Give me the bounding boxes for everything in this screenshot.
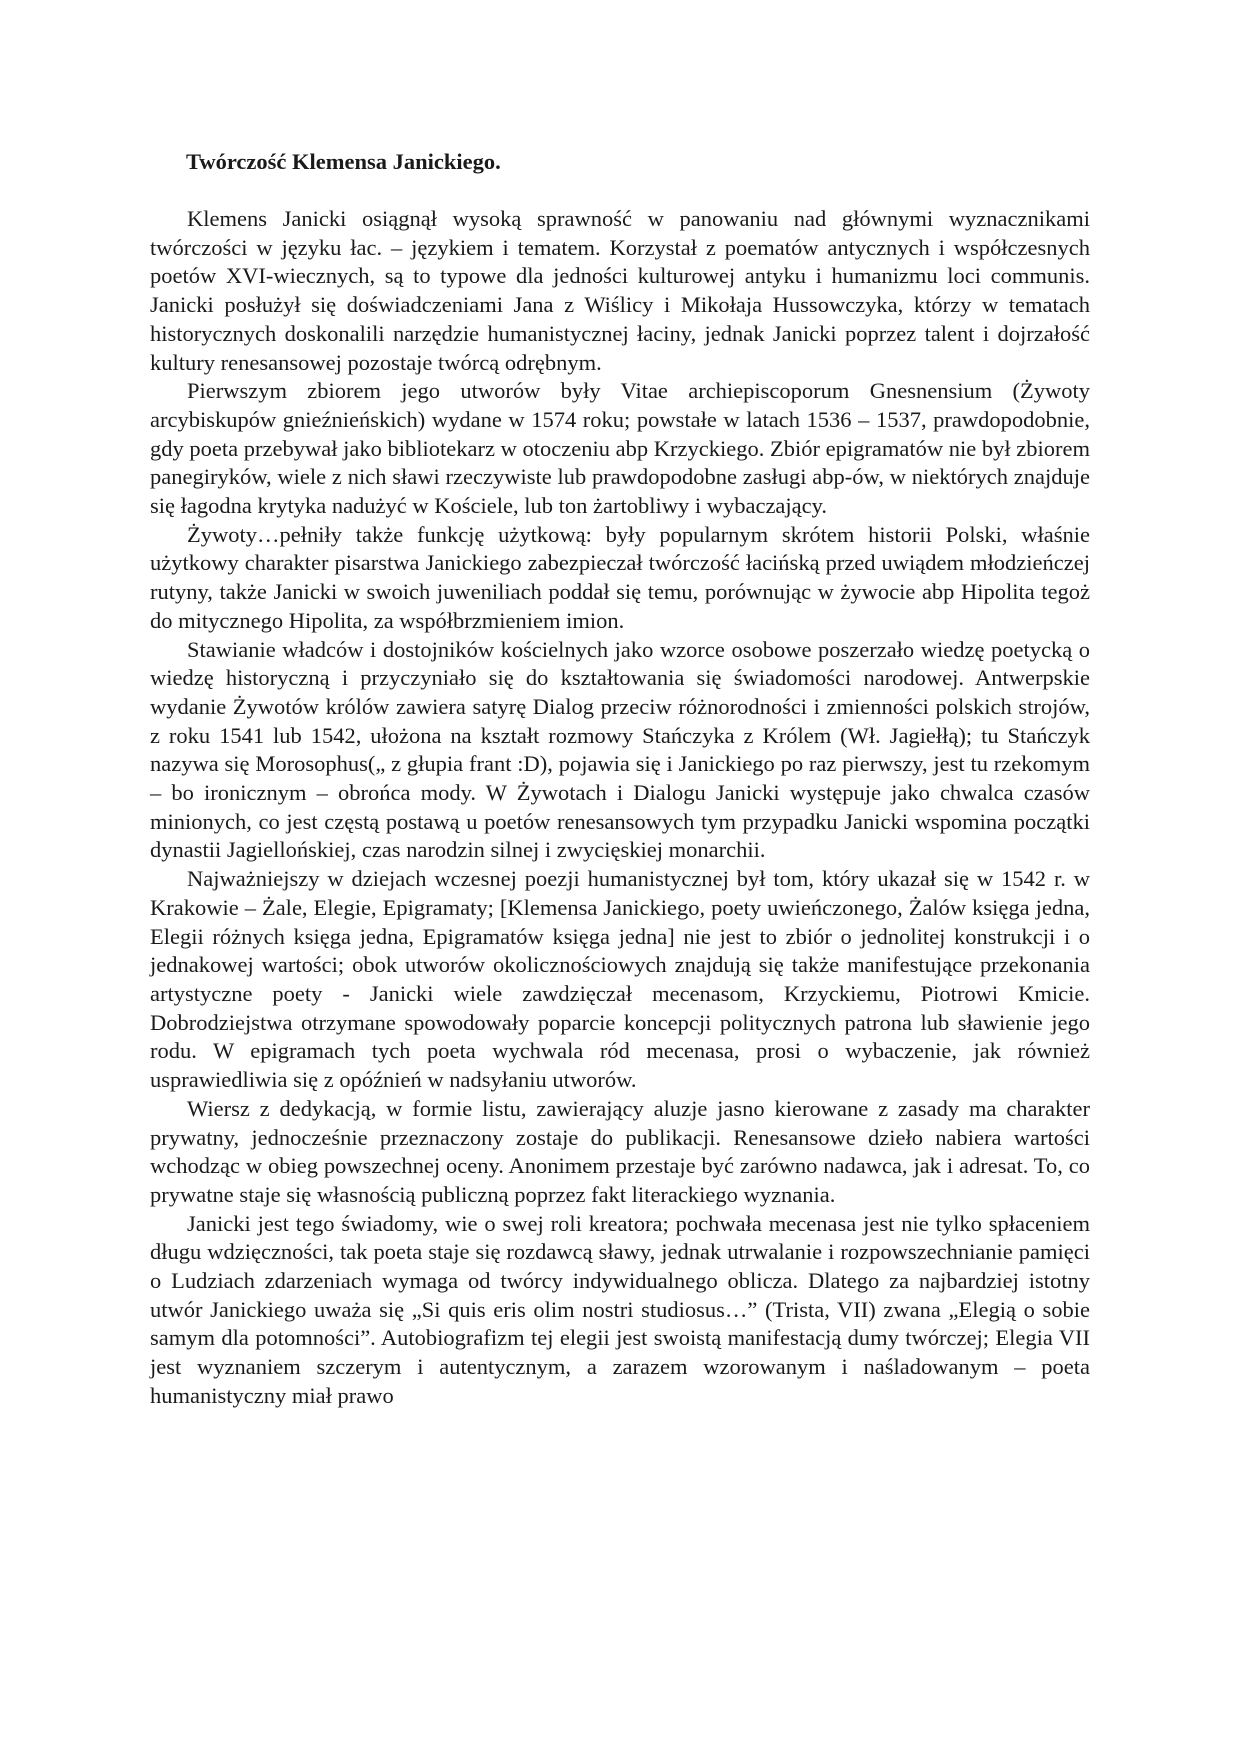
paragraph: Stawianie władców i dostojników kościelnych jako wzorce osobowe poszerzało wiedzę poetycką o wiedzę historyczną i przyczyniało się do kształtowania się świadomości narodowej. Antwerpskie wydanie Żywotów królów zawiera satyrę Dialog przeciw różnorodności i zmienności polskich strojów, z roku 1541 lub 1542, ułożona na kształt rozmowy Stańczyka z Królem (Wł. Jagiełłą); tu Stańczyk nazywa się Morosophus(„ z głupia frant :D), pojawia się i Janickiego po raz pierwszy, jest tu rzekomym – bo ironicznym – obrońca mody. W Żywotach i Dialogu Janicki występuje jako chwalca czasów minionych, co jest częstą postawą u poetów renesansowych tym przypadku Janicki wspomina początki dynastii Jagiellońskiej, czas narodzin silnej i zwycięskiej monarchii.: [150, 636, 1090, 863]
document-title: Twórczość Klemensa Janickiego.: [186, 149, 501, 174]
paragraph: Żywoty…pełniły także funkcję użytkową: były popularnym skrótem historii Polski, właśnie użytkowy charakter pisarstwa Janickiego zabezpieczał twórczość łacińską przed uwiądem młodzieńczej rutyny, także Janicki w swoich juweniliach poddał się temu, porównując w żywocie abp Hipolita tegoż do mitycznego Hipolita, za współbrzmieniem imion.: [150, 521, 1090, 633]
paragraph: Klemens Janicki osiągnął wysoką sprawność w panowaniu nad głównymi wyznacznikami twórczości w języku łac. – językiem i tematem. Korzystał z poematów antycznych i współczesnych poetów XVI-wiecznych, są to typowe dla jedności kulturowej antyku i humanizmu loci communis. Janicki posłużył się doświadczeniami Jana z Wiślicy i Mikołaja Hussowczyka, którzy w tematach historycznych doskonalili narzędzie humanistycznej łaciny, jednak Janicki poprzez talent i dojrzałość kultury renesansowej pozostaje twórcą odrębnym.: [150, 206, 1090, 375]
paragraph: Wiersz z dedykacją, w formie listu, zawierający aluzje jasno kierowane z zasady ma charakter prywatny, jednocześnie przeznaczony zostaje do publikacji. Renesansowe dzieło nabiera wartości wchodząc w obieg powszechnej oceny. Anonimem przestaje być zarówno nadawca, jak i adresat. To, co prywatne staje się własnością publiczną poprzez fakt literackiego wyznania.: [150, 1095, 1090, 1207]
paragraph: Najważniejszy w dziejach wczesnej poezji humanistycznej był tom, który ukazał się w 1542 r. w Krakowie – Żale, Elegie, Epigramaty; [Klemensa Janickiego, poety uwieńczonego, Żalów księga jedna, Elegii różnych księga jedna, Epigramatów księga jedna] nie jest to zbiór o jednolitej konstrukcji i o jednakowej wartości; obok utworów okolicznościowych znajdują się także manifestujące przekonania artystyczne poety - Janicki wiele zawdzięczał mecenasom, Krzyckiemu, Piotrowi Kmicie. Dobrodziejstwa otrzymane spowodowały poparcie koncepcji politycznych patrona lub sławienie jego rodu. W epigramach tych poeta wychwala ród mecenasa, prosi o wybaczenie, jak również usprawiedliwia się z opóźnień w nadsyłaniu utworów.: [150, 866, 1090, 1093]
paragraph: Pierwszym zbiorem jego utworów były Vitae archiepiscoporum Gnesnensium (Żywoty arcybiskupów gnieźnieńskich) wydane w 1574 roku; powstałe w latach 1536 – 1537, prawdopodobnie, gdy poeta przebywał jako bibliotekarz w otoczeniu abp Krzyckiego. Zbiór epigramatów nie był zbiorem panegiryków, wiele z nich sławi rzeczywiste lub prawdopodobne zasługi abp-ów, w niektórych znajduje się łagodna krytyka nadużyć w Kościele, lub ton żartobliwy i wybaczający.: [150, 378, 1090, 519]
paragraph: Janicki jest tego świadomy, wie o swej roli kreatora; pochwała mecenasa jest nie tylko spłaceniem długu wdzięczności, tak poeta staje się rozdawcą sławy, jednak utrwalanie i rozpowszechnianie pamięci o Ludziach zdarzeniach wymaga od twórcy indywidualnego oblicza. Dlatego za najbardziej istotny utwór Janickiego uważa się „Si quis eris olim nostri studiosus…” (Trista, VII) zwana „Elegią o sobie samym dla potomności”. Autobiografizm tej elegii jest swoistą manifestacją dumy twórczej; Elegia VII jest wyznaniem szczerym i autentycznym, a zarazem wzorowanym i naśladowanym – poeta humanistyczny miał prawo: [150, 1210, 1090, 1408]
document-body: [150, 148, 1090, 1411]
